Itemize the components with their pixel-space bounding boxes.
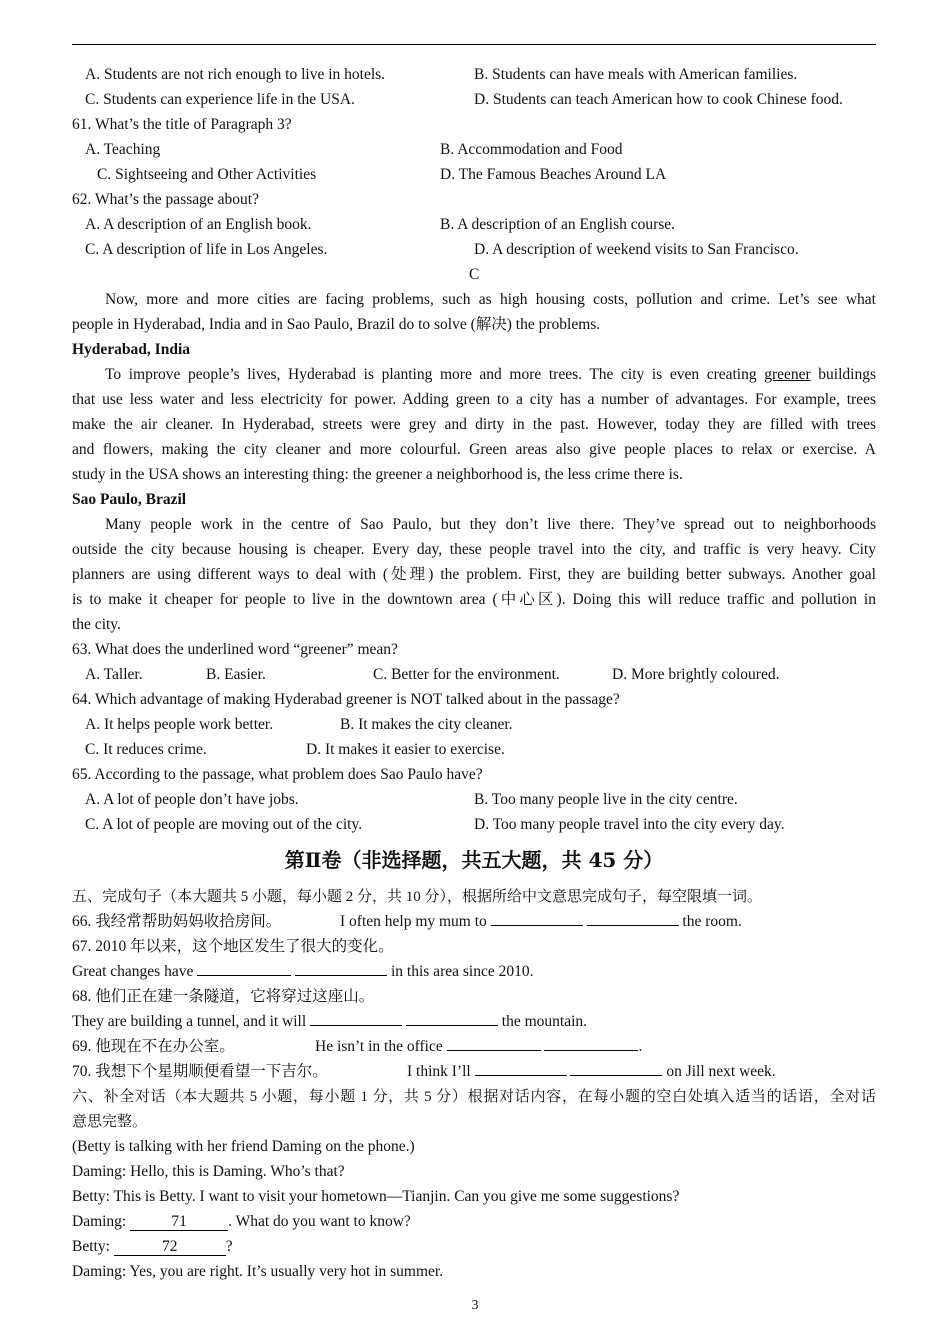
q68-blank-2[interactable]	[406, 1025, 498, 1026]
q64-stem: 64. Which advantage of making Hyderabad greener is NOT talked about in the passage?	[72, 691, 620, 708]
q66-english: I often help my mum to the room.	[340, 913, 742, 930]
q70-blank-2[interactable]	[570, 1075, 662, 1076]
q63-option-d: D. More brightly coloured.	[612, 666, 780, 683]
underlined-word-greener: greener	[764, 366, 811, 383]
section-six-instruction-line-2: 意思完整。	[72, 1114, 148, 1130]
q68-blank-1[interactable]	[310, 1025, 402, 1026]
q64-option-a: A. It helps people work better.	[85, 716, 274, 733]
q62-option-b: B. A description of an English course.	[440, 216, 676, 233]
q68-chinese: 68. 他们正在建一条隧道，它将穿过这座山。	[72, 988, 375, 1005]
blank-71[interactable]: 71	[130, 1213, 228, 1231]
q62-option-a: A. A description of an English book.	[85, 216, 312, 233]
dialogue-line-2: Betty: This is Betty. I want to visit your hometown—Tianjin. Can you give me some suggestions?	[72, 1188, 680, 1205]
q69-chinese: 69. 他现在不在办公室。	[72, 1038, 235, 1055]
q60-option-b: B. Students can have meals with American families.	[474, 66, 798, 83]
section-heading-hyderabad: Hyderabad, India	[72, 341, 191, 358]
blank-72[interactable]: 72	[114, 1238, 226, 1256]
q62-option-d: D. A description of weekend visits to San Francisco.	[474, 241, 799, 258]
q60-option-c: C. Students can experience life in the USA.	[85, 91, 355, 108]
q65-option-a: A. A lot of people don’t have jobs.	[85, 791, 299, 808]
q61-option-b: B. Accommodation and Food	[440, 141, 623, 158]
q67-blank-2[interactable]	[295, 975, 387, 976]
q64-option-b: B. It makes the city cleaner.	[340, 716, 513, 733]
q65-option-b: B. Too many people live in the city centre.	[474, 791, 738, 808]
q61-option-c: C. Sightseeing and Other Activities	[97, 166, 317, 183]
q63-option-c: C. Better for the environment.	[373, 666, 560, 683]
q70-chinese: 70. 我想下个星期顺便看望一下吉尔。	[72, 1063, 328, 1080]
q66-blank-1[interactable]	[491, 925, 583, 926]
passage-intro-line-2: people in Hyderabad, India and in Sao Paulo, Brazil do to solve (解决) the problems.	[72, 316, 601, 333]
page-number: 3	[471, 1298, 479, 1313]
q69-english: He isn’t in the office .	[315, 1038, 643, 1055]
q67-english: Great changes have in this area since 2010.	[72, 963, 534, 980]
hyderabad-line-3: make the air cleaner. In Hyderabad, streets were grey and dirty in the past. However, today they are filled with trees	[72, 416, 876, 433]
sao-paulo-line-4: is to make it cheaper for people to live in the downtown area (中心区). Doing this will reduce traffic and pollution in	[72, 591, 876, 608]
q61-option-d: D. The Famous Beaches Around LA	[440, 166, 667, 183]
q66-chinese: 66. 我经常帮助妈妈收拾房间。	[72, 913, 282, 930]
dialogue-context: (Betty is talking with her friend Daming on the phone.)	[72, 1138, 415, 1155]
passage-label: C	[469, 266, 480, 283]
q62-option-c: C. A description of life in Los Angeles.	[85, 241, 328, 258]
q68-english: They are building a tunnel, and it will the mountain.	[72, 1013, 588, 1030]
q61-option-a: A. Teaching	[85, 141, 161, 158]
q61-stem: 61. What’s the title of Paragraph 3?	[72, 116, 292, 133]
dialogue-line-3: Daming: 71 . What do you want to know?	[72, 1213, 411, 1230]
hyderabad-line-2: that use less water and less electricity for power. Adding green to a city has a number of advantages. For example, trees	[72, 391, 876, 408]
sao-paulo-line-5: the city.	[72, 616, 121, 633]
q70-english: I think I’ll on Jill next week.	[407, 1063, 776, 1080]
q64-option-d: D. It makes it easier to exercise.	[306, 741, 505, 758]
section-six-instruction-line-1: 六、补全对话（本大题共 5 小题，每小题 1 分，共 5 分）根据对话内容，在每小题的空白处填入适当的话语，全对话	[72, 1089, 876, 1105]
q63-option-a: A. Taller.	[85, 666, 143, 683]
q60-option-d: D. Students can teach American how to cook Chinese food.	[474, 91, 843, 108]
q66-blank-2[interactable]	[587, 925, 679, 926]
q70-blank-1[interactable]	[475, 1075, 567, 1076]
dialogue-line-1: Daming: Hello, this is Daming. Who’s that?	[72, 1163, 345, 1180]
q67-blank-1[interactable]	[197, 975, 291, 976]
dialogue-line-5: Daming: Yes, you are right. It’s usually very hot in summer.	[72, 1263, 444, 1280]
sao-paulo-line-1: Many people work in the centre of Sao Paulo, but they don’t live there. They’ve spread out to neighborhoods	[105, 516, 876, 533]
part-two-title: 第Ⅱ卷（非选择题，共五大题，共 45 分）	[284, 848, 664, 872]
passage-intro-line-1: Now, more and more cities are facing problems, such as high housing costs, pollution and crime. Let’s see what	[105, 291, 876, 308]
q65-stem: 65. According to the passage, what problem does Sao Paulo have?	[72, 766, 483, 783]
q69-blank-2[interactable]	[544, 1050, 638, 1051]
sao-paulo-line-3: planners are using different ways to deal with (处理) the problem. First, they are building better subways. Another goal	[72, 566, 876, 583]
q65-option-d: D. Too many people travel into the city every day.	[474, 816, 785, 833]
q67-chinese: 67. 2010 年以来，这个地区发生了很大的变化。	[72, 938, 394, 955]
q60-option-a: A. Students are not rich enough to live in hotels.	[85, 66, 386, 83]
q64-option-c: C. It reduces crime.	[85, 741, 207, 758]
q62-stem: 62. What’s the passage about?	[72, 191, 259, 208]
q65-option-c: C. A lot of people are moving out of the city.	[85, 816, 363, 833]
hyderabad-line-5: study in the USA shows an interesting thing: the greener a neighborhood is, the less crime there is.	[72, 466, 683, 483]
section-five-instruction: 五、完成句子（本大题共 5 小题，每小题 2 分，共 10 分），根据所给中文意思完成句子，每空限填一词。	[72, 889, 763, 905]
header-rule	[72, 44, 876, 45]
sao-paulo-line-2: outside the city because housing is cheaper. Every day, these people travel into the city, and traffic is very heavy. City	[72, 541, 876, 558]
q63-stem: 63. What does the underlined word “greener” mean?	[72, 641, 398, 658]
hyderabad-line-1: To improve people’s lives, Hyderabad is planting more and more trees. The city is even creating greener buildings	[105, 366, 876, 383]
hyderabad-line-4: and flowers, making the city cleaner and more colourful. Green areas also give people places to relax or exercise. A	[72, 441, 876, 458]
q63-option-b: B. Easier.	[206, 666, 266, 683]
section-heading-sao-paulo: Sao Paulo, Brazil	[72, 491, 187, 508]
q69-blank-1[interactable]	[447, 1050, 541, 1051]
dialogue-line-4: Betty: 72 ?	[72, 1238, 233, 1255]
